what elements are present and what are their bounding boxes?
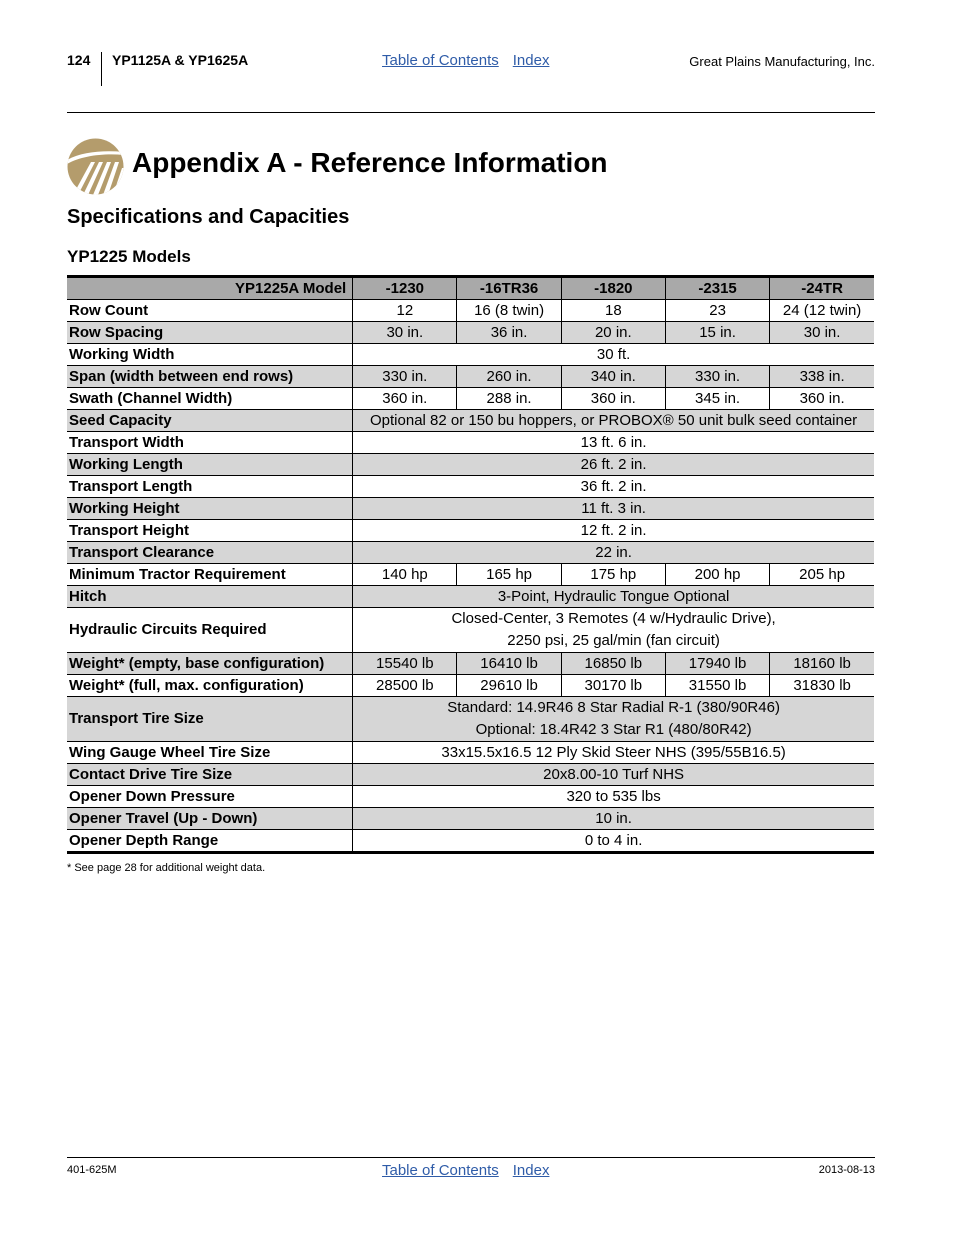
row-label: Opener Down Pressure bbox=[67, 786, 353, 808]
row-label: Transport Tire Size bbox=[67, 697, 353, 742]
table-row-wing-gauge-tire bbox=[67, 742, 874, 764]
cell-line: Standard: 14.9R46 8 Star Radial R-1 (380/90R46) bbox=[447, 699, 780, 716]
table-cell: 29610 lb bbox=[457, 675, 561, 697]
table-cell: 3-Point, Hydraulic Tongue Optional bbox=[353, 586, 874, 608]
table-cell: 12 ft. 2 in. bbox=[353, 520, 874, 542]
table-row-hydraulic-circuits bbox=[67, 608, 874, 653]
table-row-transport-tire bbox=[67, 697, 874, 742]
table-cell: 36 ft. 2 in. bbox=[353, 476, 874, 498]
table-cell: 330 in. bbox=[353, 366, 457, 388]
table-row-transport-width bbox=[67, 432, 874, 454]
row-label: Working Length bbox=[67, 454, 353, 476]
table-row-seed-capacity bbox=[67, 410, 874, 432]
row-label: Weight* (full, max. configuration) bbox=[67, 675, 353, 697]
row-label: Wing Gauge Wheel Tire Size bbox=[67, 742, 353, 764]
manual-model-title: YP1125A & YP1625A bbox=[112, 52, 249, 68]
row-label: Swath (Channel Width) bbox=[67, 388, 353, 410]
table-cell: 15540 lb bbox=[353, 653, 457, 675]
table-header-row bbox=[67, 277, 874, 300]
row-label: Working Height bbox=[67, 498, 353, 520]
row-label: Weight* (empty, base configuration) bbox=[67, 653, 353, 675]
table-row-transport-length bbox=[67, 476, 874, 498]
row-label: Transport Height bbox=[67, 520, 353, 542]
table-cell: 20x8.00-10 Turf NHS bbox=[353, 764, 874, 786]
row-label: Transport Length bbox=[67, 476, 353, 498]
table-cell: 330 in. bbox=[665, 366, 769, 388]
table-cell: 12 bbox=[353, 300, 457, 322]
section-heading: Specifications and Capacities bbox=[67, 206, 350, 228]
row-label: Row Spacing bbox=[67, 322, 353, 344]
table-cell: 11 ft. 3 in. bbox=[353, 498, 874, 520]
table-cell: 0 to 4 in. bbox=[353, 830, 874, 853]
index-link[interactable]: Index bbox=[512, 1162, 550, 1179]
table-cell: 18 bbox=[561, 300, 665, 322]
table-cell: 23 bbox=[665, 300, 769, 322]
row-label: Span (width between end rows) bbox=[67, 366, 353, 388]
table-row-swath bbox=[67, 388, 874, 410]
table-cell: 16410 lb bbox=[457, 653, 561, 675]
table-cell: 360 in. bbox=[353, 388, 457, 410]
table-cell: 165 hp bbox=[457, 564, 561, 586]
row-label: Contact Drive Tire Size bbox=[67, 764, 353, 786]
table-cell: 10 in. bbox=[353, 808, 874, 830]
table-cell: 18160 lb bbox=[770, 653, 874, 675]
table-cell: 20 in. bbox=[561, 322, 665, 344]
subsection-heading: YP1225 Models bbox=[67, 247, 191, 266]
row-label: Opener Travel (Up - Down) bbox=[67, 808, 353, 830]
table-cell: 36 in. bbox=[457, 322, 561, 344]
table-cell: 26 ft. 2 in. bbox=[353, 454, 874, 476]
table-row-contact-drive-tire bbox=[67, 764, 874, 786]
table-cell: 31830 lb bbox=[770, 675, 874, 697]
table-row-row-count bbox=[67, 300, 874, 322]
table-row-weight-empty bbox=[67, 653, 874, 675]
table-of-contents-link[interactable]: Table of Contents bbox=[382, 52, 499, 69]
table-cell: 260 in. bbox=[457, 366, 561, 388]
table-cell: 15 in. bbox=[665, 322, 769, 344]
table-cell: 140 hp bbox=[353, 564, 457, 586]
row-label: Seed Capacity bbox=[67, 410, 353, 432]
table-footnote: * See page 28 for additional weight data. bbox=[67, 862, 266, 874]
table-cell bbox=[353, 697, 874, 742]
table-cell: 31550 lb bbox=[665, 675, 769, 697]
table-row-working-width bbox=[67, 344, 874, 366]
table-row-span bbox=[67, 366, 874, 388]
table-cell: 205 hp bbox=[770, 564, 874, 586]
table-cell: 30 ft. bbox=[353, 344, 874, 366]
table-cell: 28500 lb bbox=[353, 675, 457, 697]
table-row-opener-travel bbox=[67, 808, 874, 830]
document-number: 401-625M bbox=[67, 1164, 117, 1176]
row-label: Minimum Tractor Requirement bbox=[67, 564, 353, 586]
table-cell: 13 ft. 6 in. bbox=[353, 432, 874, 454]
table-row-working-height bbox=[67, 498, 874, 520]
table-cell: 360 in. bbox=[561, 388, 665, 410]
table-of-contents-link[interactable]: Table of Contents bbox=[382, 1162, 499, 1179]
table-row-weight-full bbox=[67, 675, 874, 697]
table-row-transport-height bbox=[67, 520, 874, 542]
table-cell: 288 in. bbox=[457, 388, 561, 410]
table-row-hitch bbox=[67, 586, 874, 608]
table-cell: 175 hp bbox=[561, 564, 665, 586]
column-header: -1230 bbox=[353, 277, 457, 300]
cell-line: Optional: 18.4R42 3 Star R1 (480/80R42) bbox=[475, 721, 752, 738]
column-header: YP1225A Model bbox=[67, 277, 353, 300]
table-cell: 200 hp bbox=[665, 564, 769, 586]
table-row-transport-clearance bbox=[67, 542, 874, 564]
table-cell: Optional 82 or 150 bu hoppers, or PROBOX® 50 unit bulk seed container bbox=[353, 410, 874, 432]
table-cell: 16 (8 twin) bbox=[457, 300, 561, 322]
publication-date: 2013-08-13 bbox=[818, 1164, 875, 1176]
table-cell bbox=[353, 608, 874, 653]
table-row-opener-down-pressure bbox=[67, 786, 874, 808]
table-cell: 30 in. bbox=[770, 322, 874, 344]
table-cell: 22 in. bbox=[353, 542, 874, 564]
table-row-working-length bbox=[67, 454, 874, 476]
table-cell: 30 in. bbox=[353, 322, 457, 344]
index-link[interactable]: Index bbox=[512, 52, 550, 69]
great-plains-emblem-icon bbox=[67, 138, 124, 195]
table-row-opener-depth bbox=[67, 830, 874, 853]
header-divider bbox=[101, 52, 102, 86]
table-cell: 33x15.5x16.5 12 Ply Skid Steer NHS (395/55B16.5) bbox=[353, 742, 874, 764]
table-cell: 16850 lb bbox=[561, 653, 665, 675]
table-row-row-spacing bbox=[67, 322, 874, 344]
page-title: Appendix A - Reference Information bbox=[132, 147, 608, 178]
table-cell: 30170 lb bbox=[561, 675, 665, 697]
row-label: Hydraulic Circuits Required bbox=[67, 608, 353, 653]
specifications-table bbox=[67, 275, 874, 854]
company-name: Great Plains Manufacturing, Inc. bbox=[689, 54, 875, 69]
table-row-minimum-tractor bbox=[67, 564, 874, 586]
table-cell: 17940 lb bbox=[665, 653, 769, 675]
footer-rule bbox=[67, 1157, 875, 1158]
table-cell: 320 to 535 lbs bbox=[353, 786, 874, 808]
table-cell: 24 (12 twin) bbox=[770, 300, 874, 322]
column-header: -16TR36 bbox=[457, 277, 561, 300]
cell-line: 2250 psi, 25 gal/min (fan circuit) bbox=[507, 632, 720, 649]
table-cell: 360 in. bbox=[770, 388, 874, 410]
header-nav bbox=[382, 52, 549, 69]
row-label: Hitch bbox=[67, 586, 353, 608]
table-cell: 338 in. bbox=[770, 366, 874, 388]
row-label: Row Count bbox=[67, 300, 353, 322]
column-header: -24TR bbox=[770, 277, 874, 300]
column-header: -1820 bbox=[561, 277, 665, 300]
row-label: Transport Width bbox=[67, 432, 353, 454]
row-label: Opener Depth Range bbox=[67, 830, 353, 853]
footer-nav bbox=[382, 1162, 549, 1179]
row-label: Transport Clearance bbox=[67, 542, 353, 564]
row-label: Working Width bbox=[67, 344, 353, 366]
header-rule bbox=[67, 112, 875, 113]
table-cell: 345 in. bbox=[665, 388, 769, 410]
column-header: -2315 bbox=[665, 277, 769, 300]
cell-line: Closed-Center, 3 Remotes (4 w/Hydraulic Drive), bbox=[451, 610, 776, 627]
table-cell: 340 in. bbox=[561, 366, 665, 388]
page-number: 124 bbox=[67, 52, 91, 68]
